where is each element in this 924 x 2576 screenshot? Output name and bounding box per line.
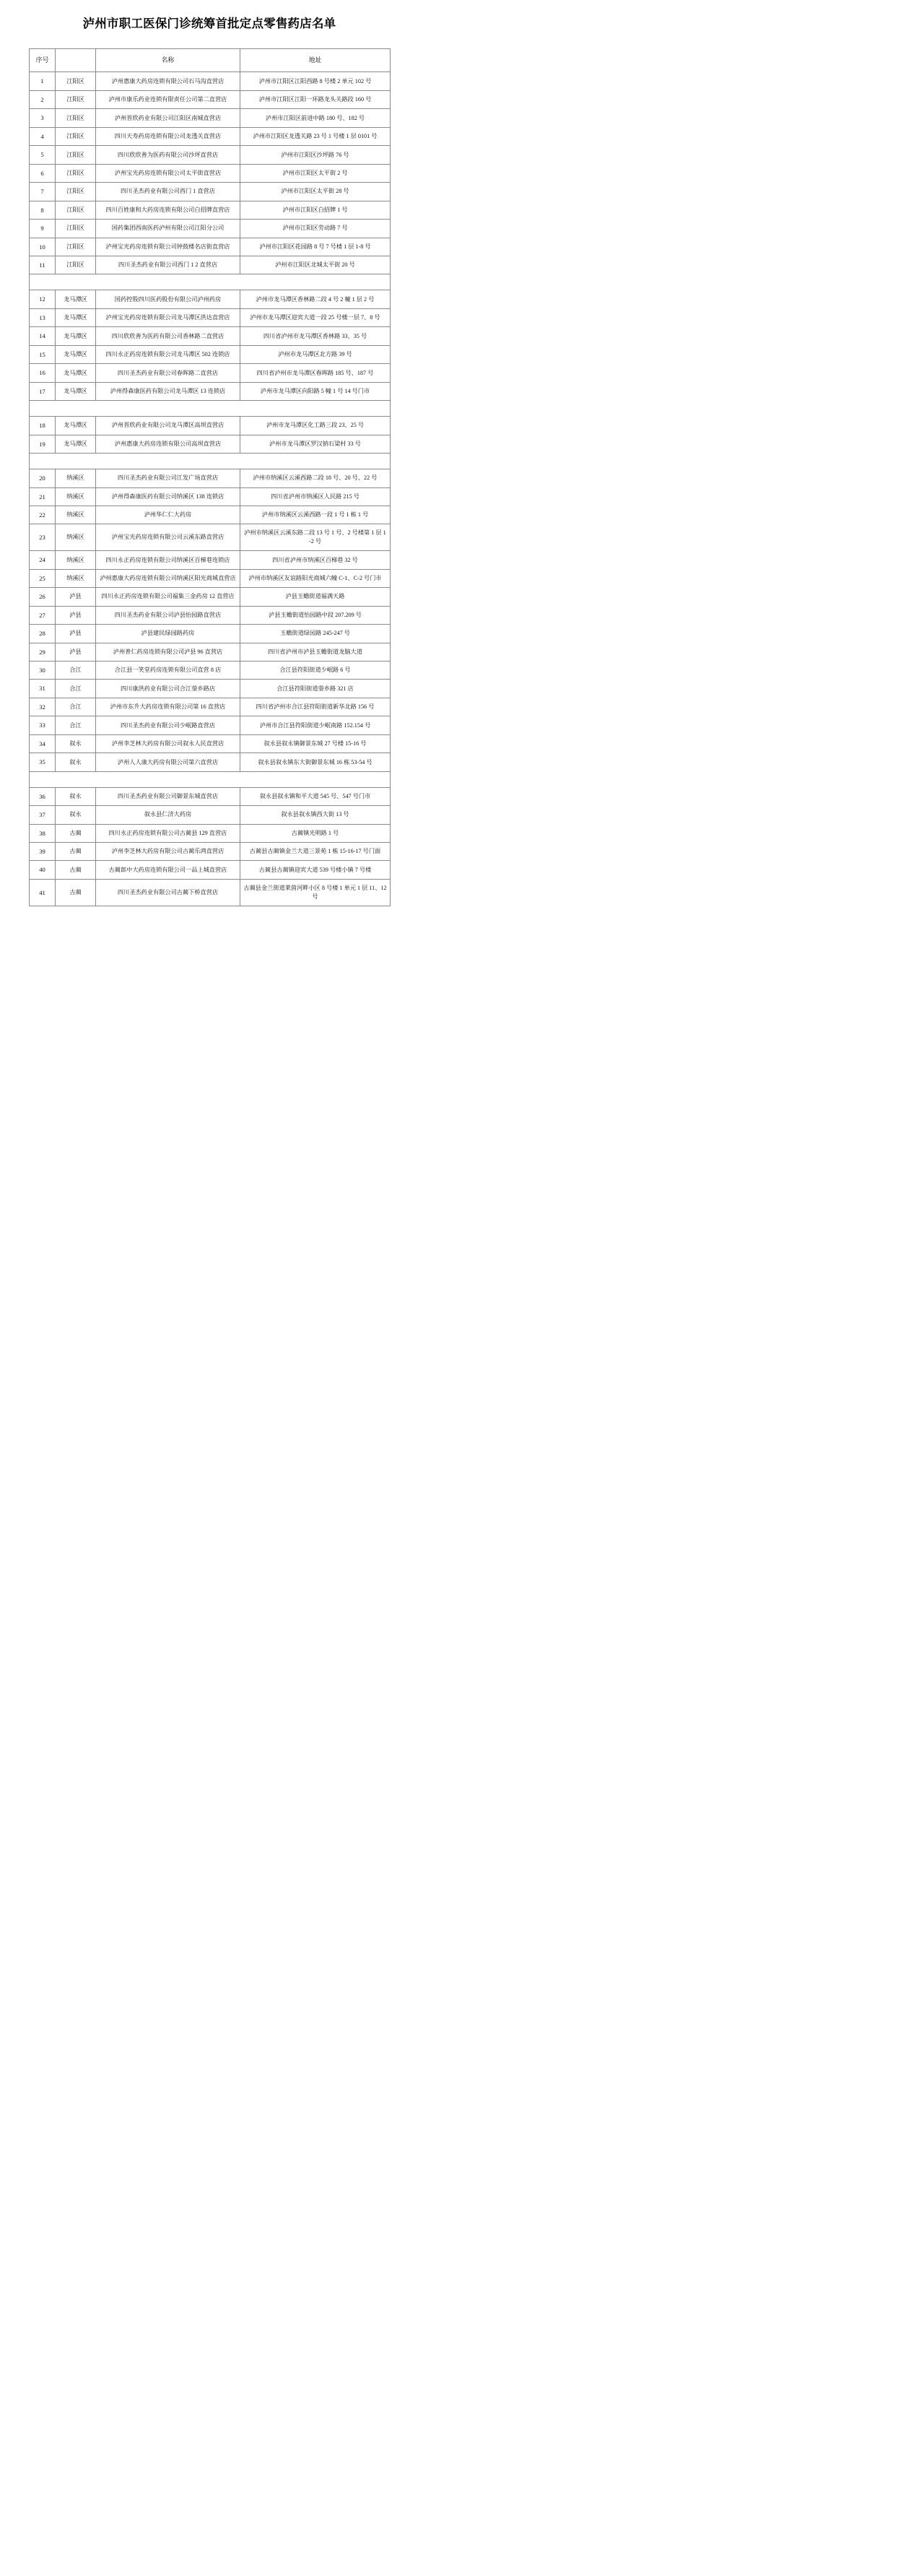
cell-addr: 四川省泸州市龙马潭区香林路 33、35 号 <box>240 327 391 345</box>
table-row <box>30 551 391 569</box>
cell-area: 江阳区 <box>56 201 96 219</box>
cell-name: 泸州惠康大药房连锁有限公司石马沟直营店 <box>96 72 240 90</box>
cell-no: 11 <box>30 256 56 274</box>
cell-addr: 泸州市龙马潭区化工路三段 23、25 号 <box>240 417 391 435</box>
cell-addr: 泸州市江阳区江阳一环路龙头关路段 160 号 <box>240 90 391 108</box>
cell-no: 16 <box>30 364 56 382</box>
section-break-spacer <box>30 771 391 787</box>
cell-no: 29 <box>30 643 56 661</box>
table-row <box>30 824 391 842</box>
cell-no: 33 <box>30 716 56 734</box>
cell-name: 泸县建民绿园路药房 <box>96 625 240 643</box>
cell-area: 江阳区 <box>56 127 96 145</box>
cell-area: 泸县 <box>56 606 96 624</box>
cell-area: 江阳区 <box>56 220 96 238</box>
table-row <box>30 487 391 506</box>
cell-addr: 泸州市江阳区花园路 8 号 7 号楼 1 层 1-8 号 <box>240 238 391 256</box>
table-row <box>30 861 391 879</box>
table-row <box>30 220 391 238</box>
cell-name: 四川康洪药业有限公司合江蓥乡路店 <box>96 680 240 698</box>
cell-name: 四川永正药房连锁有限公司古蔺县 129 直营店 <box>96 824 240 842</box>
cell-name: 国药集团西南医药泸州有限公司江阳分公司 <box>96 220 240 238</box>
cell-addr: 泸州市江阳区龙透关路 23 号 1 号楼 1 层 0101 号 <box>240 127 391 145</box>
cell-addr: 泸州市龙马潭区香林路二段 4 号 2 幢 1 层 2 号 <box>240 290 391 308</box>
cell-no: 26 <box>30 588 56 606</box>
cell-area: 江阳区 <box>56 256 96 274</box>
cell-name: 四川永正药房连锁有限公司纳溪区百梯巷连锁店 <box>96 551 240 569</box>
cell-area: 江阳区 <box>56 238 96 256</box>
cell-addr: 古蔺县古蔺镇迎宾大道 539 号楼小镇 7 号楼 <box>240 861 391 879</box>
cell-name: 四川圣杰药业有限公司御景东城直营店 <box>96 787 240 805</box>
cell-name: 泸州惠康大药房连锁有限公司高坝直营店 <box>96 435 240 453</box>
cell-area: 江阳区 <box>56 164 96 182</box>
cell-no: 27 <box>30 606 56 624</box>
table-row <box>30 716 391 734</box>
cell-area: 龙马潭区 <box>56 345 96 363</box>
cell-area: 叙永 <box>56 753 96 771</box>
table-row <box>30 625 391 643</box>
table-row <box>30 417 391 435</box>
cell-name: 泸州李芝林大药房有限公司古蔺乐鸿直营店 <box>96 843 240 861</box>
cell-addr: 泸州市龙马潭区北方路 39 号 <box>240 345 391 363</box>
cell-area: 龙马潭区 <box>56 435 96 453</box>
cell-no: 34 <box>30 734 56 753</box>
table-section-break <box>30 454 391 469</box>
cell-no: 22 <box>30 506 56 524</box>
cell-addr: 叙永县叙永镇和平大道 545 号、547 号门市 <box>240 787 391 805</box>
cell-name: 泸州得森康医药有限公司龙马潭区 13 连锁店 <box>96 382 240 400</box>
cell-area: 江阳区 <box>56 72 96 90</box>
cell-addr: 玉蟾街道绿园路 245-247 号 <box>240 625 391 643</box>
cell-no: 17 <box>30 382 56 400</box>
cell-area: 龙马潭区 <box>56 290 96 308</box>
cell-no: 30 <box>30 661 56 679</box>
cell-no: 7 <box>30 183 56 201</box>
cell-area: 龙马潭区 <box>56 364 96 382</box>
cell-addr: 四川省泸州市泸县玉蟾街道龙脑大道 <box>240 643 391 661</box>
cell-no: 24 <box>30 551 56 569</box>
table-row <box>30 364 391 382</box>
cell-name: 泸州李芝林大药房有限公司叙永人民直营店 <box>96 734 240 753</box>
section-break-spacer <box>30 274 391 290</box>
cell-no: 19 <box>30 435 56 453</box>
table-row <box>30 382 391 400</box>
table-body <box>30 72 391 906</box>
table-row <box>30 72 391 90</box>
cell-no: 2 <box>30 90 56 108</box>
table-row <box>30 734 391 753</box>
cell-name: 四川欣欣善为医药有限公司香林路二直营店 <box>96 327 240 345</box>
cell-no: 5 <box>30 146 56 164</box>
cell-area: 古蔺 <box>56 879 96 906</box>
cell-no: 20 <box>30 469 56 487</box>
cell-addr: 四川省泸州市龙马潭区春晖路 185 号、187 号 <box>240 364 391 382</box>
cell-area: 古蔺 <box>56 861 96 879</box>
table-row <box>30 661 391 679</box>
cell-addr: 古蔺县金兰街道莱茵河畔小区 8 号楼 1 单元 1 层 11、12 号 <box>240 879 391 906</box>
cell-addr: 四川省泸州市合江县符阳街道新华北路 156 号 <box>240 698 391 716</box>
cell-name: 泸州宝光药房连锁有限公司云溪东路直营店 <box>96 524 240 551</box>
cell-addr: 合江县符阳街道蓥乡路 321 店 <box>240 680 391 698</box>
table-row <box>30 843 391 861</box>
cell-addr: 泸州市纳溪区云溪东路二段 13 号 1 号、2 号楼第 1 层 1-2 号 <box>240 524 391 551</box>
cell-name: 泸州华仁仁大药房 <box>96 506 240 524</box>
cell-addr: 泸州市合江县符阳街道少岷南路 152.154 号 <box>240 716 391 734</box>
table-row <box>30 698 391 716</box>
cell-name: 泸州得森康医药有限公司纳溪区 138 连锁店 <box>96 487 240 506</box>
section-break-spacer <box>30 401 391 417</box>
cell-addr: 泸州市江阳区太平街 2 号 <box>240 164 391 182</box>
cell-addr: 泸州市龙马潭区罗汉钠石梁村 33 号 <box>240 435 391 453</box>
cell-name: 泸州市东升大药房连锁有限公司第 16 直营店 <box>96 698 240 716</box>
table-row <box>30 164 391 182</box>
cell-area: 纳溪区 <box>56 551 96 569</box>
table-row <box>30 238 391 256</box>
table-section-break <box>30 274 391 290</box>
cell-no: 23 <box>30 524 56 551</box>
cell-no: 10 <box>30 238 56 256</box>
cell-addr: 泸县玉蟾街道怡园路中段 207.209 号 <box>240 606 391 624</box>
cell-area: 纳溪区 <box>56 487 96 506</box>
cell-no: 31 <box>30 680 56 698</box>
cell-name: 四川圣杰药业有限公司春晖路二直营店 <box>96 364 240 382</box>
cell-no: 6 <box>30 164 56 182</box>
cell-name: 泸州普仁药房连锁有限公司泸县 96 直营店 <box>96 643 240 661</box>
page-title: 泸州市职工医保门诊统筹首批定点零售药店名单 <box>82 17 336 30</box>
cell-name: 四川圣杰药业有限公司西门 1 直营店 <box>96 183 240 201</box>
column-header-name: 名称 <box>96 49 240 72</box>
cell-addr: 四川省泸州市纳溪区百梯巷 32 号 <box>240 551 391 569</box>
cell-name: 国药控股四川医药股份有限公司泸州药房 <box>96 290 240 308</box>
column-header-addr: 地址 <box>240 49 391 72</box>
cell-area: 合江 <box>56 661 96 679</box>
cell-addr: 泸州市江阳区沙坪路 76 号 <box>240 146 391 164</box>
cell-no: 1 <box>30 72 56 90</box>
cell-no: 25 <box>30 569 56 587</box>
cell-addr: 泸州市纳溪区云溪西路二段 18 号、20 号、22 号 <box>240 469 391 487</box>
table-row <box>30 308 391 326</box>
table-row <box>30 524 391 551</box>
cell-area: 合江 <box>56 716 96 734</box>
cell-area: 泸县 <box>56 588 96 606</box>
cell-name: 四川圣杰药业有限公司江发广场直营店 <box>96 469 240 487</box>
table-row <box>30 183 391 201</box>
cell-name: 四川圣杰药业有限公司泸县怡园路直营店 <box>96 606 240 624</box>
cell-name: 四川永正药房连锁有限公司福集三金药房 12 直营店 <box>96 588 240 606</box>
table-row <box>30 569 391 587</box>
table-row <box>30 345 391 363</box>
cell-no: 40 <box>30 861 56 879</box>
cell-name: 四川圣杰药业有限公司西门 1 2 直营店 <box>96 256 240 274</box>
cell-area: 纳溪区 <box>56 506 96 524</box>
cell-name: 合江县一笑堂药房连锁有限公司直营 8 店 <box>96 661 240 679</box>
cell-no: 21 <box>30 487 56 506</box>
cell-no: 15 <box>30 345 56 363</box>
cell-no: 41 <box>30 879 56 906</box>
cell-addr: 泸州市纳溪区云溪西路一段 1 号 1 栋 1 号 <box>240 506 391 524</box>
cell-name: 四川天寿药房连锁有限公司龙透关直营店 <box>96 127 240 145</box>
cell-no: 32 <box>30 698 56 716</box>
cell-name: 四川圣杰药业有限公司古蔺下桥直营店 <box>96 879 240 906</box>
cell-addr: 古蔺县古蔺镇金兰大道三景苑 1 栋 15-16-17 号门面 <box>240 843 391 861</box>
table-row <box>30 256 391 274</box>
cell-area: 叙永 <box>56 734 96 753</box>
cell-addr: 泸州市江阳区白招牌 1 号 <box>240 201 391 219</box>
cell-name: 四川永正药房连锁有限公司龙马潭区 502 连锁店 <box>96 345 240 363</box>
cell-area: 纳溪区 <box>56 524 96 551</box>
cell-no: 38 <box>30 824 56 842</box>
table-header <box>30 49 391 72</box>
table-row <box>30 680 391 698</box>
cell-name: 四川百姓康和大药房连锁有限公司白招牌直营店 <box>96 201 240 219</box>
cell-addr: 古蔺镇光明路 1 号 <box>240 824 391 842</box>
table-section-break <box>30 771 391 787</box>
cell-addr: 泸州市江阳区江阳西路 8 号楼 2 单元 102 号 <box>240 72 391 90</box>
column-header-area <box>56 49 96 72</box>
table-row <box>30 469 391 487</box>
table-row <box>30 146 391 164</box>
cell-name: 泸州宝光药房连锁有限公司太平街直营店 <box>96 164 240 182</box>
cell-addr: 泸州市江阳区前进中路 180 号、182 号 <box>240 109 391 127</box>
cell-no: 18 <box>30 417 56 435</box>
cell-name: 古蔺郎中大药房连锁有限公司一品上城直营店 <box>96 861 240 879</box>
cell-name: 泸州晋欣药业有限公司江阳区南城直营店 <box>96 109 240 127</box>
page-bottom-spacer <box>0 919 419 948</box>
cell-area: 江阳区 <box>56 183 96 201</box>
table-row <box>30 879 391 906</box>
cell-name: 泸州人人康大药房有限公司第六直营店 <box>96 753 240 771</box>
table-row <box>30 290 391 308</box>
table-row <box>30 201 391 219</box>
cell-area: 龙马潭区 <box>56 417 96 435</box>
cell-area: 江阳区 <box>56 109 96 127</box>
cell-area: 古蔺 <box>56 824 96 842</box>
cell-addr: 泸县玉蟾街道福满天路 <box>240 588 391 606</box>
table-section-break <box>30 401 391 417</box>
cell-addr: 泸州市龙马潭区向阳路 5 幢 1 号 14 号门市 <box>240 382 391 400</box>
cell-area: 龙马潭区 <box>56 327 96 345</box>
cell-no: 14 <box>30 327 56 345</box>
cell-addr: 泸州市龙马潭区迎宾大道一段 25 号楼一层 7、8 号 <box>240 308 391 326</box>
table-row <box>30 806 391 824</box>
cell-addr: 泸州市江阳区太平街 28 号 <box>240 183 391 201</box>
cell-area: 江阳区 <box>56 90 96 108</box>
table-row <box>30 506 391 524</box>
table-row <box>30 435 391 453</box>
cell-name: 泸州宝光药房连锁有限公司钟鼓楼名店街直营店 <box>96 238 240 256</box>
table-row <box>30 753 391 771</box>
table-row <box>30 606 391 624</box>
table-header-row <box>30 49 391 72</box>
table-row <box>30 90 391 108</box>
cell-name: 泸州晋欣药业有限公司龙马潭区高坝直营店 <box>96 417 240 435</box>
cell-area: 纳溪区 <box>56 569 96 587</box>
cell-no: 37 <box>30 806 56 824</box>
cell-addr: 四川省泸州市纳溪区人民路 215 号 <box>240 487 391 506</box>
cell-no: 4 <box>30 127 56 145</box>
cell-area: 合江 <box>56 680 96 698</box>
cell-addr: 合江县符阳街道少岷路 6 号 <box>240 661 391 679</box>
cell-area: 龙马潭区 <box>56 308 96 326</box>
cell-area: 古蔺 <box>56 843 96 861</box>
table-row <box>30 327 391 345</box>
cell-addr: 叙永县叙永镇御景东城 27 号楼 15-16 号 <box>240 734 391 753</box>
cell-area: 泸县 <box>56 625 96 643</box>
cell-area: 泸县 <box>56 643 96 661</box>
cell-no: 35 <box>30 753 56 771</box>
table-container <box>0 31 419 919</box>
table-row <box>30 127 391 145</box>
cell-addr: 叙永县叙永镇东大街御景东城 16 栋 53-54 号 <box>240 753 391 771</box>
cell-name: 四川圣杰药业有限公司少岷路直营店 <box>96 716 240 734</box>
table-row <box>30 787 391 805</box>
cell-no: 3 <box>30 109 56 127</box>
cell-no: 28 <box>30 625 56 643</box>
cell-name: 叙永县仁济大药房 <box>96 806 240 824</box>
cell-area: 叙永 <box>56 787 96 805</box>
column-header-no: 序号 <box>30 49 56 72</box>
cell-no: 39 <box>30 843 56 861</box>
cell-name: 泸州惠康大药房连锁有限公司纳溪区阳光商城直营店 <box>96 569 240 587</box>
cell-addr: 泸州市江阳区劳动路 7 号 <box>240 220 391 238</box>
cell-no: 36 <box>30 787 56 805</box>
table-row <box>30 109 391 127</box>
cell-no: 12 <box>30 290 56 308</box>
cell-no: 9 <box>30 220 56 238</box>
pharmacy-listing-table <box>29 48 391 906</box>
cell-no: 8 <box>30 201 56 219</box>
cell-area: 合江 <box>56 698 96 716</box>
document-page <box>0 0 419 948</box>
cell-area: 纳溪区 <box>56 469 96 487</box>
cell-addr: 叙永县叙永镇西大街 13 号 <box>240 806 391 824</box>
cell-addr: 泸州市江阳区北城太平街 20 号 <box>240 256 391 274</box>
cell-no: 13 <box>30 308 56 326</box>
cell-area: 叙永 <box>56 806 96 824</box>
table-row <box>30 588 391 606</box>
cell-area: 江阳区 <box>56 146 96 164</box>
table-row <box>30 643 391 661</box>
cell-name: 泸州宝光药房连锁有限公司龙马潭区洪达直营店 <box>96 308 240 326</box>
cell-area: 龙马潭区 <box>56 382 96 400</box>
section-break-spacer <box>30 454 391 469</box>
cell-name: 四川欣欣善为医药有限公司沙坪直营店 <box>96 146 240 164</box>
cell-addr: 泸州市纳溪区友谊路阳光商城六幢 C-1、C-2 号门市 <box>240 569 391 587</box>
cell-name: 泸州市康乐药业连锁有限责任公司第二直营店 <box>96 90 240 108</box>
